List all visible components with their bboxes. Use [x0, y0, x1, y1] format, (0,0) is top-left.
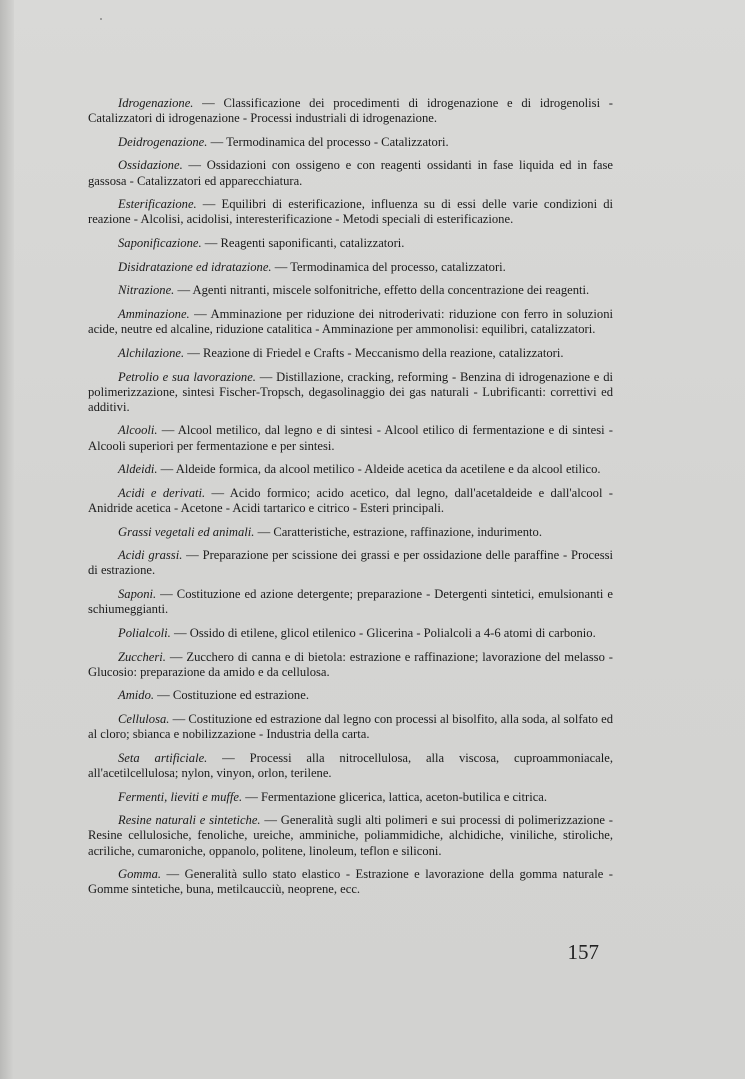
- entry-title: Saponi.: [118, 587, 157, 602]
- entry-resine: [88, 813, 613, 858]
- entry-title: Disidratazione ed idratazione.: [118, 259, 272, 274]
- entry-title: Amido.: [118, 688, 155, 703]
- entry-saponi: [88, 587, 613, 617]
- entry-disidratazione: [88, 260, 613, 275]
- entry-text: — Reazione di Friedel e Crafts - Meccanismo della reazione, catalizzatori.: [184, 345, 564, 360]
- entry-text: — Processi alla nitrocellulosa, alla viscosa, cuproammoniacale, all'acetilcellulosa; nylon, vinyon, orlon, terilene.: [88, 750, 613, 780]
- entry-acidi-derivati: [88, 486, 613, 516]
- entry-text: — Costituzione ed estrazione.: [154, 688, 309, 703]
- entry-nitrazione: [88, 283, 613, 298]
- entry-text: — Alcool metilico, dal legno e di sintesi - Alcool etilico di fermentazione e di sintesi - Alcooli superiori per fermentazione e per sintesi.: [88, 423, 613, 453]
- entry-seta-artificiale: [88, 751, 613, 781]
- entry-amido: [88, 688, 613, 703]
- entry-text: — Generalità sullo stato elastico - Estrazione e lavorazione della gomma naturale - Gomme sintetiche, buna, metilcaucciù, neoprene, ecc.: [88, 867, 613, 897]
- page-number: 157: [567, 940, 599, 964]
- entry-text: — Zucchero di canna e di bietola: estrazione e raffinazione; lavorazione del melasso - Glucosio: preparazione da amido e da cellulosa.: [88, 649, 613, 679]
- entry-text: — Amminazione per riduzione dei nitroderivati: riduzione con ferro in soluzioni acide, neutre ed alcaline, riduzione catalitica - Amminazione per ammonolisi: equilibri, catalizzatori.: [88, 307, 613, 337]
- entry-title: Acidi e derivati.: [118, 485, 206, 500]
- entry-saponificazione: [88, 236, 613, 251]
- entry-text: — Ossido di etilene, glicol etilenico - Glicerina - Polialcoli a 4-6 atomi di carbonio.: [170, 625, 596, 640]
- entry-text: — Fermentazione glicerica, lattica, aceton-butilica e citrica.: [242, 789, 548, 804]
- entry-title: Nitrazione.: [118, 283, 175, 298]
- entry-grassi: [88, 525, 613, 540]
- entry-title: Gomma.: [118, 867, 162, 882]
- entry-text: — Caratteristiche, estrazione, raffinazione, indurimento.: [254, 524, 542, 539]
- entry-esterificazione: [88, 197, 613, 227]
- entry-text: — Distillazione, cracking, reforming - Benzina di idrogenazione e di polimerizzazione, sintesi Fischer-Tropsch, degasolinaggio dei gas naturali - Lubrificanti: correttivi ed additivi.: [88, 369, 614, 414]
- entry-text: — Costituzione ed azione detergente; preparazione - Detergenti sintetici, emulsionanti e schiumeggianti.: [88, 587, 613, 617]
- entry-title: Acidi grassi.: [118, 548, 183, 563]
- entry-title: Ossidazione.: [118, 158, 183, 173]
- entry-zuccheri: [88, 650, 613, 680]
- entry-text: — Agenti nitranti, miscele solfonitriche, effetto della concentrazione dei reagenti.: [174, 283, 590, 298]
- entry-title: Amminazione.: [118, 307, 190, 322]
- entry-amminazione: [88, 307, 613, 337]
- entry-title: Alchilazione.: [118, 345, 185, 360]
- entry-polialcoli: [88, 626, 613, 641]
- entry-title: Esterificazione.: [118, 197, 197, 212]
- entry-title: Seta artificiale.: [118, 750, 208, 765]
- entry-text: — Generalità sugli alti polimeri e sui processi di polimerizzazione - Resine cellulosiche, fenoliche, ureiche, amminiche, poliammidiche, alchidiche, viniliche, stiroliche, acriliche, cumaroniche, oppanolo, politene, linoleum, teflon e siliconi.: [88, 813, 613, 858]
- entry-text: — Termodinamica del processo - Catalizzatori.: [207, 134, 449, 149]
- entry-title: Alcooli.: [118, 423, 158, 438]
- entry-title: Saponificazione.: [118, 236, 202, 251]
- entry-petrolio: [88, 370, 613, 415]
- entry-alcooli: [88, 423, 613, 453]
- entry-text: — Termodinamica del processo, catalizzatori.: [271, 259, 506, 274]
- entry-text: — Preparazione per scissione dei grassi e per ossidazione delle paraffine - Processi di estrazione.: [88, 548, 613, 578]
- entry-cellulosa: [88, 712, 613, 742]
- page-edge-shadow: [0, 0, 14, 1079]
- paper-speck: [100, 18, 102, 20]
- entry-deidrogenazione: [88, 135, 613, 150]
- entry-title: Idrogenazione.: [118, 96, 194, 110]
- entry-text: — Aldeide formica, da alcool metilico - Aldeide acetica da acetilene e da alcool etilico.: [157, 462, 601, 477]
- entry-fermenti: [88, 790, 613, 805]
- entry-text: — Classificazione dei procedimenti di idrogenazione e di idrogenolisi - Catalizzatori di idrogenazione - Processi industriali di idrogenazione.: [88, 96, 613, 126]
- entry-title: Zuccheri.: [118, 649, 166, 664]
- entry-acidi-grassi: [88, 548, 613, 578]
- entry-idrogenazione: [88, 96, 613, 126]
- entry-gomma: [88, 867, 613, 897]
- entry-alchilazione: [88, 346, 613, 361]
- entry-ossidazione: [88, 158, 613, 188]
- entry-title: Petrolio e sua lavorazione.: [118, 369, 256, 384]
- body-text: [88, 96, 613, 906]
- entry-text: — Reagenti saponificanti, catalizzatori.: [201, 236, 405, 251]
- entry-text: — Ossidazioni con ossigeno e con reagenti ossidanti in fase liquida ed in fase gassosa - Catalizzatori ed apparecchiatura.: [88, 158, 613, 188]
- entry-title: Resine naturali e sintetiche.: [118, 813, 261, 828]
- entry-title: Deidrogenazione.: [118, 134, 208, 149]
- entry-text: — Costituzione ed estrazione dal legno con processi al bisolfito, alla soda, al solfato ed al cloro; sbianca e nobilizzazione - Industria della carta.: [88, 712, 613, 742]
- entry-title: Aldeidi.: [118, 462, 158, 477]
- entry-title: Grassi vegetali ed animali.: [118, 524, 255, 539]
- entry-title: Polialcoli.: [118, 625, 171, 640]
- entry-text: — Equilibri di esterificazione, influenza su di essi delle varie condizioni di reazione - Alcolisi, acidolisi, interesterificazione - Metodi speciali di esterificazione.: [88, 197, 613, 227]
- entry-text: — Acido formico; acido acetico, dal legno, dall'acetaldeide e dall'alcool - Anidride acetica - Acetone - Acidi tartarico e citrico - Esteri principali.: [88, 485, 613, 515]
- entry-title: Cellulosa.: [118, 712, 170, 727]
- entry-aldeidi: [88, 462, 613, 477]
- entry-title: Fermenti, lieviti e muffe.: [118, 789, 243, 804]
